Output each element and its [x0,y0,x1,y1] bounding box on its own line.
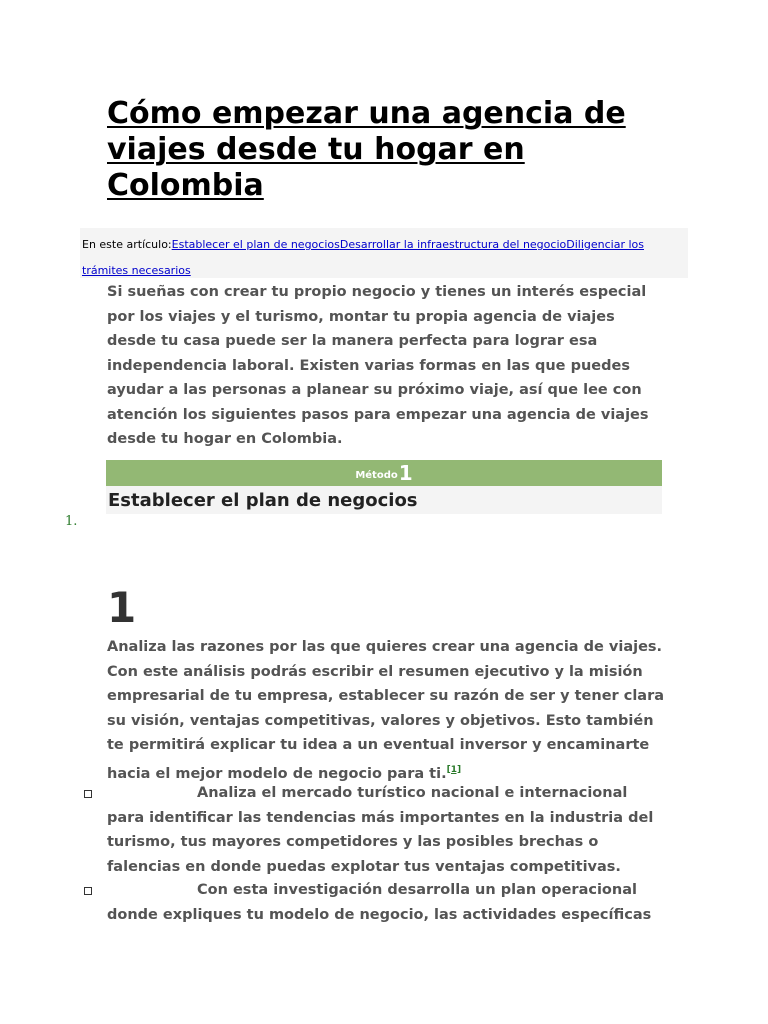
bullet-square-icon [84,887,92,895]
toc-link-tramites[interactable]: Diligenciar los trámites necesarios [82,238,644,277]
toc-link-infraestructura[interactable]: Desarrollar la infraestructura del negocio [339,238,567,251]
reference-link[interactable]: [1] [446,764,462,775]
method-label: Método [355,470,398,481]
article-title: Cómo empezar una agencia de viajes desde tu hogar en Colombia [107,96,626,203]
bullet-item: Con esta investigación desarrolla un plan operacional donde expliques tu modelo de negocio, las actividades específicas [107,882,652,923]
bullet-item: Analiza el mercado turístico nacional e internacional para identificar las tendencias más importantes en la industria del turismo, tus mayores competidores y las posibles brechas o falencias en donde puedas explotar tus ventajas competitivas. [107,785,654,875]
method-number: 1 [398,461,413,485]
step-text [107,635,667,786]
method-title: Establecer el plan de negocios [106,486,662,514]
table-of-contents [80,228,688,278]
toc-link-plan[interactable]: Establecer el plan de negocios [171,238,340,251]
bullet-square-icon [84,790,92,798]
list-marker: 1. [65,514,78,529]
step-number: 1 [107,583,137,632]
method-header [106,460,662,486]
step-body: Analiza las razones por las que quieres crear una agencia de viajes. Con este análisis podrás escribir el resumen ejecutivo y la misión empresarial de tu empresa, establecer su razón de ser y tener clara su visión, ventajas competitivas, valores y objetivos. Esto también te permitirá explicar tu idea a un eventual inversor y encaminarte hacia el mejor modelo de negocio para ti. [107,639,665,782]
toc-label: En este artículo: [82,238,172,251]
intro-paragraph: Si sueñas con crear tu propio negocio y tienes un interés especial por los viajes y el turismo, montar tu propia agencia de viajes desde tu casa puede ser la manera perfecta para lograr esa independencia laboral. Existen varias formas en las que puedes ayudar a las personas a planear su próximo viaje, así que lee con atención los siguientes pasos para empezar una agencia de viajes desde tu hogar en Colombia. [107,284,649,447]
